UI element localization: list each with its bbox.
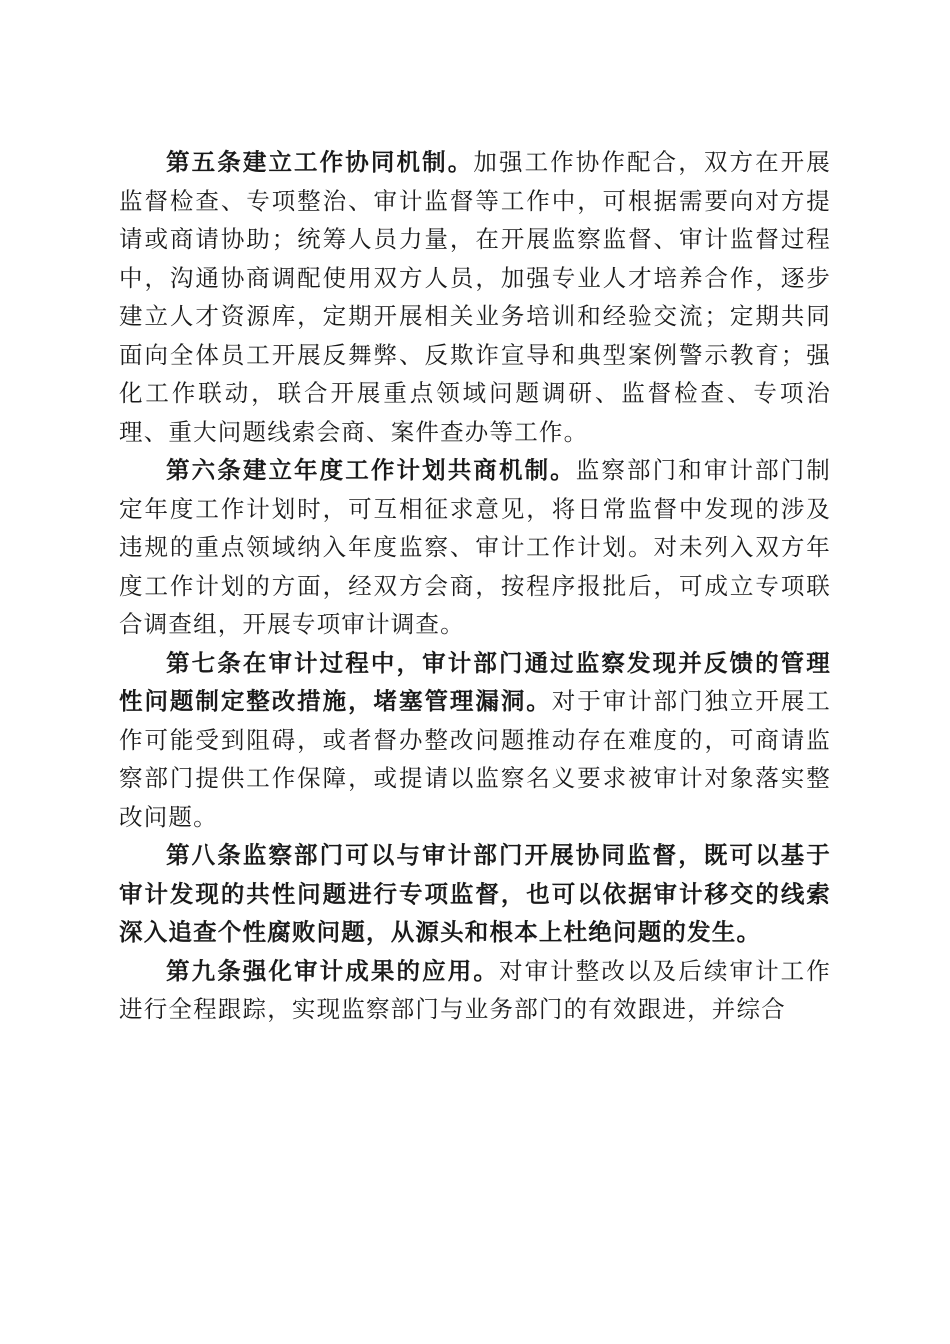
article-9 xyxy=(119,952,831,1029)
article-8 xyxy=(119,836,831,952)
article-7-heading: 第七条在审计过程中，审计部门通过监察发现并反馈的管理性问题制定整改措施，堵塞管理漏洞。 xyxy=(119,648,831,715)
article-8-heading: 第八条监察部门可以与审计部门开展协同监督，既可以基于审计发现的共性问题进行专项监督，也可以依据审计移交的线索深入追查个性腐败问题，从源头和根本上杜绝问题的发生。 xyxy=(119,841,831,946)
article-5-heading: 第五条建立工作协同机制。 xyxy=(166,148,474,176)
article-5 xyxy=(119,143,831,451)
article-6-body: 监察部门和审计部门制定年度工作计划时，可互相征求意见，将日常监督中发现的涉及违规的重点领域纳入年度监察、审计工作计划。对未列入双方年度工作计划的方面，经双方会商，按程序报批后，可成立专项联合调查组，开展专项审计调查。 xyxy=(119,456,832,638)
article-5-body: 加强工作协作配合，双方在开展监督检查、专项整治、审计监督等工作中，可根据需要向对方提请或商请协助；统筹人员力量，在开展监察监督、审计监督过程中，沟通协商调配使用双方人员，加强专业人才培养合作，逐步建立人才资源库，定期开展相关业务培训和经验交流；定期共同面向全体员工开展反舞弊、反欺诈宣导和典型案例警示教育；强化工作联动，联合开展重点领域问题调研、监督检查、专项治理、重大问题线索会商、案件查办等工作。 xyxy=(119,148,831,446)
document-body xyxy=(119,143,831,1029)
article-6-heading: 第六条建立年度工作计划共商机制。 xyxy=(166,456,576,484)
article-7 xyxy=(119,644,831,837)
article-6 xyxy=(119,451,831,644)
article-9-heading: 第九条强化审计成果的应用。 xyxy=(166,956,499,985)
article-9-body: 对审计整改以及后续审计工作进行全程跟踪，实现监察部门与业务部门的有效跟进，并综合 xyxy=(119,956,831,1023)
article-7-body: 对于审计部门独立开展工作可能受到阻碍，或者督办整改问题推动存在难度的，可商请监察部门提供工作保障，或提请以监察名义要求被审计对象落实整改问题。 xyxy=(119,687,832,831)
